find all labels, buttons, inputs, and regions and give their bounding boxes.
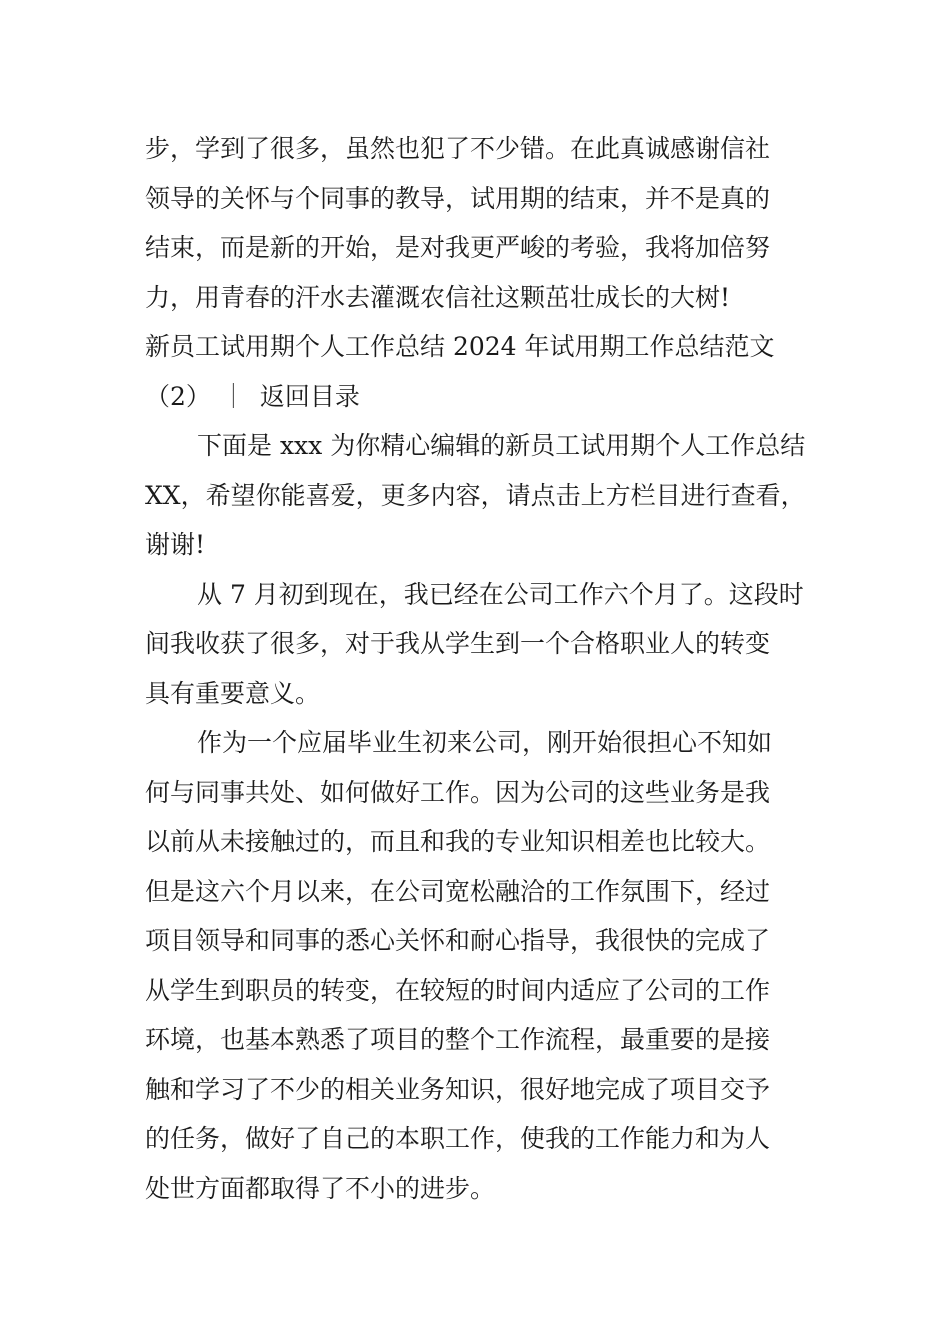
paragraph-line: 领导的关怀与个同事的教导，试用期的结束，并不是真的: [145, 183, 771, 213]
paragraph-3: [145, 718, 835, 1213]
heading-title: 新员工试用期个人工作总结 2024 年试用期工作总结范文: [145, 332, 775, 361]
paragraph-2: [145, 570, 835, 719]
paragraph-line: 步，学到了很多，虽然也犯了不少错。在此真诚感谢信社: [145, 134, 771, 163]
paragraph-line: 间我收获了很多，对于我从学生到一个合格职业人的转变: [145, 629, 771, 658]
paragraph-line: 结束，而是新的开始，是对我更严峻的考验，我将加倍努: [145, 233, 771, 262]
paragraph-line: 的任务，做好了自己的本职工作，使我的工作能力和为人: [145, 1124, 771, 1153]
paragraph-line: 何与同事共处、如何做好工作。因为公司的这些业务是我: [145, 777, 771, 807]
heading-number: （2）: [145, 381, 211, 411]
heading-separator: ｜: [220, 381, 246, 411]
section-heading: [145, 322, 835, 421]
paragraph-line: XX，希望你能喜爱，更多内容，请点击上方栏目进行查看，: [145, 480, 806, 510]
document-page: [145, 124, 835, 1213]
paragraph-line: 具有重要意义。: [145, 678, 321, 708]
paragraph-line: 环境，也基本熟悉了项目的整个工作流程，最重要的是接: [145, 1025, 771, 1054]
paragraph-line: 力，用青春的汗水去灌溉农信社这颗茁壮成长的大树!: [145, 282, 731, 312]
paragraph-line: 项目领导和同事的悉心关怀和耐心指导，我很快的完成了: [145, 926, 771, 955]
paragraph-line: 下面是 xxx 为你精心编辑的新员工试用期个人工作总结: [197, 431, 806, 460]
paragraph-line: 作为一个应届毕业生初来公司，刚开始很担心不知如: [197, 728, 773, 757]
paragraph-1: [145, 421, 835, 570]
paragraph-line: 从学生到职员的转变，在较短的时间内适应了公司的工作: [145, 975, 771, 1005]
paragraph-line: 触和学习了不少的相关业务知识，很好地完成了项目交予: [145, 1074, 771, 1104]
paragraph-line: 从 7 月初到现在，我已经在公司工作六个月了。这段时: [197, 579, 804, 609]
intro-paragraph: [145, 124, 835, 322]
paragraph-line: 但是这六个月以来，在公司宽松融洽的工作氛围下，经过: [145, 876, 771, 906]
paragraph-line: 以前从未接触过的，而且和我的专业知识相差也比较大。: [145, 827, 771, 856]
back-to-contents-link[interactable]: 返回目录: [259, 381, 360, 411]
paragraph-line: 处世方面都取得了不小的进步。: [145, 1173, 496, 1203]
paragraph-line: 谢谢!: [145, 530, 206, 559]
heading-subline: [145, 372, 835, 422]
